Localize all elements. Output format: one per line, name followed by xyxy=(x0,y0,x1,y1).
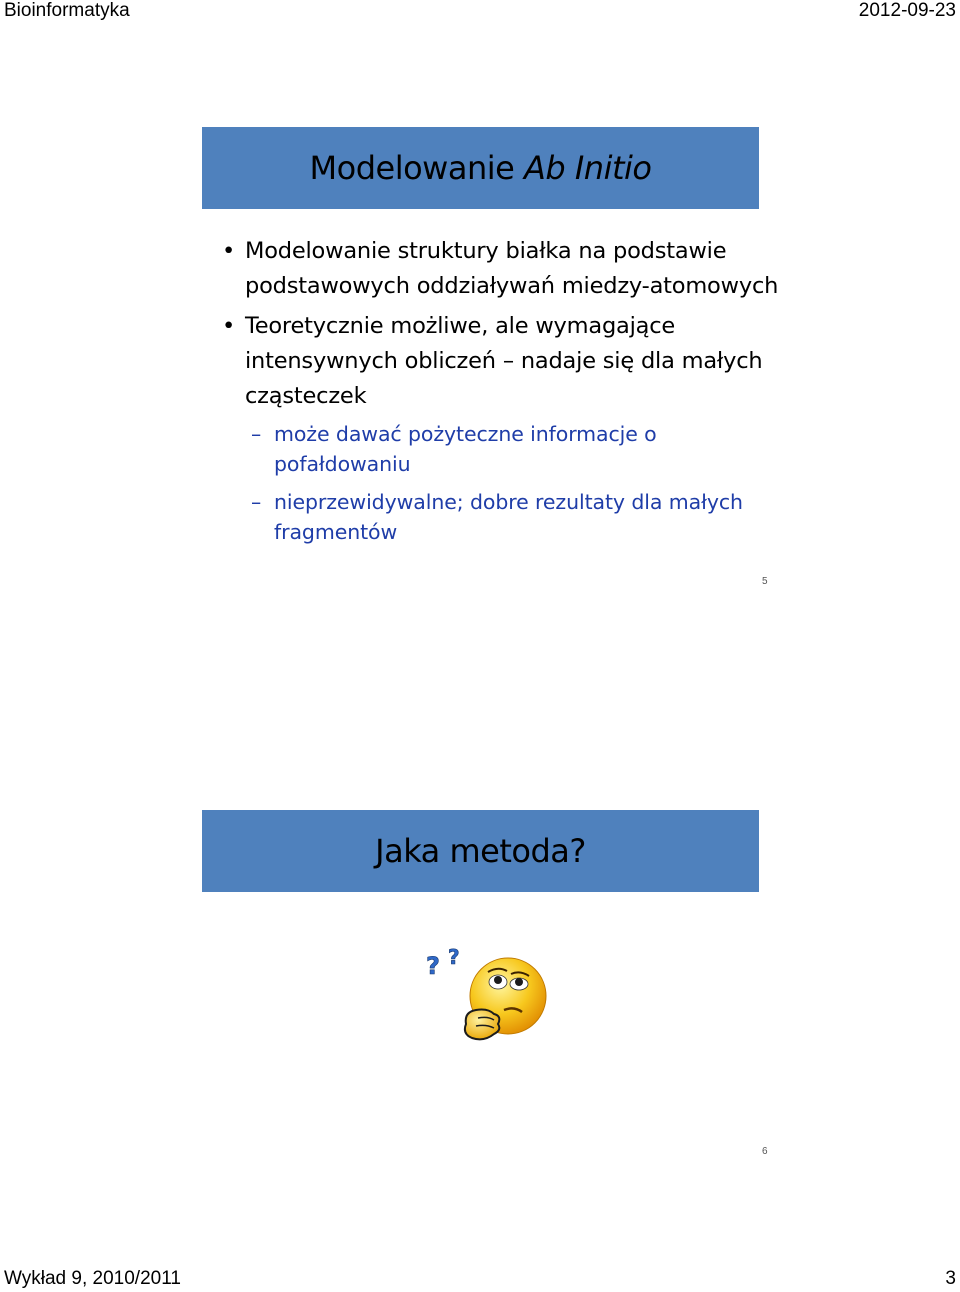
bullet-dot-icon: • xyxy=(222,238,236,264)
footer-page-number: 3 xyxy=(945,1268,956,1289)
sub-bullet-item: – nieprzewidywalne; dobre rezultaty dla małych fragmentów xyxy=(222,487,782,547)
slide-title-bar xyxy=(202,810,759,892)
dash-icon: – xyxy=(251,490,262,514)
footer-lecture-info: Wykład 9, 2010/2011 xyxy=(4,1268,181,1289)
svg-text:?: ? xyxy=(448,946,460,969)
sub-bullet-item: – może dawać pożyteczne informacje o pofałdowaniu xyxy=(222,419,782,479)
slide-title: Jaka metoda? xyxy=(375,832,586,870)
slide-title: Modelowanie Ab Initio xyxy=(309,149,652,187)
bullet-dot-icon: • xyxy=(222,313,236,339)
slide-content xyxy=(222,234,782,555)
header-date: 2012-09-23 xyxy=(858,0,956,21)
slide-number: 5 xyxy=(762,576,768,587)
svg-text:?: ? xyxy=(426,952,440,980)
bullet-item: • Teoretycznie możliwe, ale wymagające intensywnych obliczeń – nadaje się dla małych cząsteczek xyxy=(222,309,782,414)
header-course-name: Bioinformatyka xyxy=(4,0,130,21)
slide-title-italic: Ab Initio xyxy=(523,149,652,187)
bullet-item: • Modelowanie struktury białka na podstawie podstawowych oddziaływań miedzy-atomowych xyxy=(222,234,782,304)
slide-number: 6 xyxy=(762,1146,768,1157)
thinking-face-icon xyxy=(418,946,558,1046)
slide-title-bar xyxy=(202,127,759,209)
dash-icon: – xyxy=(251,422,262,446)
